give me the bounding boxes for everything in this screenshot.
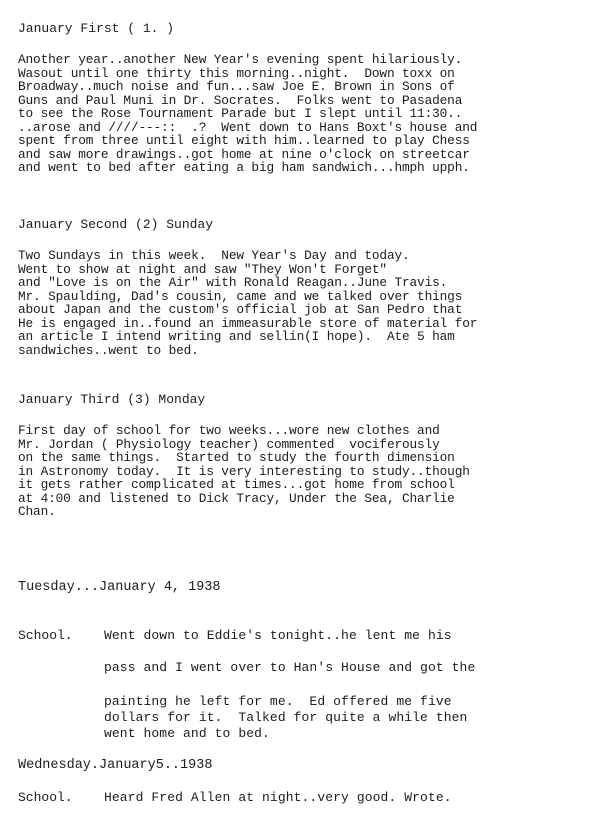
entry-line: and went to bed after eating a big ham sandwich...hmph upph. — [18, 160, 470, 175]
entry-january-second — [18, 218, 598, 357]
entry-line: Heard Fred Allen at night..very good. Wrote. — [104, 790, 452, 805]
entry-line: sandwiches..went to bed. — [18, 342, 199, 358]
entry-heading: January Second (2) Sunday — [18, 217, 214, 232]
entry-line: Chan. — [18, 504, 56, 519]
entry-heading: January Third (3) Monday — [18, 392, 206, 407]
entry-january-first — [18, 22, 598, 175]
entry-line: Two Sundays in this week. New Year's Day and today. — [18, 248, 410, 263]
entry-label-school: School. — [18, 790, 73, 805]
entry-line: pass and I went over to Han's House and got the — [104, 660, 476, 675]
entry-line: First day of school for two weeks...wore new clothes and — [18, 423, 440, 438]
entry-line: painting he left for me. Ed offered me five — [104, 694, 452, 709]
entry-heading-tuesday: Tuesday...January 4, 1938 — [18, 580, 221, 595]
entry-line: and "Love is on the Air" with Ronald Reagan..June Travis. — [18, 275, 448, 290]
entry-line: Mr. Spaulding, Dad's cousin, came and we talked over things — [18, 288, 463, 304]
entry-january-third — [18, 393, 598, 519]
entry-line: Guns and Paul Muni in Dr. Socrates. Folks went to Pasadena — [18, 92, 463, 108]
entry-label-school: School. — [18, 628, 73, 643]
entry-line: in Astronomy today. It is very interesting to study..though — [18, 463, 470, 479]
entry-line: Broadway..much noise and fun...saw Joe E. Brown in Sons of — [18, 79, 455, 94]
entry-line: He is engaged in..found an immeasurable store of material for — [18, 315, 478, 331]
entry-heading-wednesday: Wednesday.January5..1938 — [18, 758, 213, 773]
entry-line: Wasout until one thirty this morning..night. Down toxx on — [18, 65, 455, 81]
entry-line: Another year..another New Year's evening spent hilariously. — [18, 52, 463, 67]
entry-line: went home and to bed. — [104, 726, 270, 741]
entry-heading: January First ( 1. ) — [18, 21, 175, 36]
entry-line: on the same things. Started to study the fourth dimension — [18, 450, 455, 465]
entry-line: Went down to Eddie's tonight..he lent me his — [104, 628, 452, 643]
entry-line: it gets rather complicated at times...got home from school — [18, 477, 455, 492]
entry-line: to see the Rose Tournament Parade but I slept until 11:30.. — [18, 106, 463, 121]
entry-line: and saw more drawings..got home at nine o'clock on streetcar — [18, 146, 470, 162]
entry-line: ..arose and ////---:: .? Went down to Hans Boxt's house and — [18, 119, 478, 135]
entry-line: Mr. Jordan ( Physiology teacher) commented vociferously — [18, 436, 440, 452]
entry-line: spent from three until eight with him..learned to play Chess — [18, 133, 470, 148]
entry-line: an article I intend writing and sellin(I hope). Ate 5 ham — [18, 329, 455, 344]
entry-line: dollars for it. Talked for quite a while then — [104, 710, 468, 725]
entry-line: at 4:00 and listened to Dick Tracy, Under the Sea, Charlie — [18, 490, 455, 506]
entry-line: about Japan and the custom's official job at San Pedro that — [18, 302, 463, 317]
entry-line: Went to show at night and saw "They Won't Forget" — [18, 261, 387, 277]
